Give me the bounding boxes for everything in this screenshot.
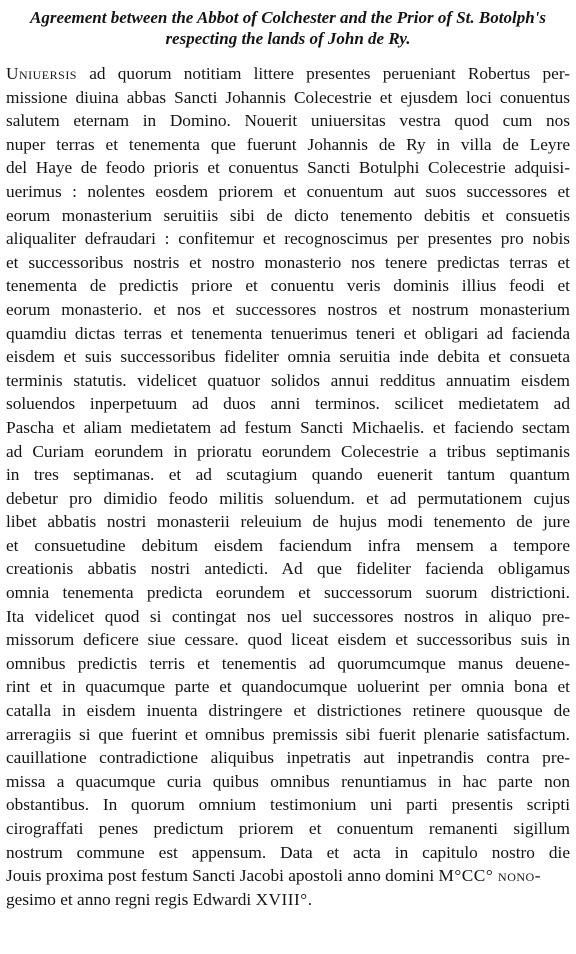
text-line: arreragiis si que fuerint et omnibus premissis sibi fuerit plenarie satisfactum. xyxy=(6,724,570,744)
text-line: omnia tenementa predicta eorundem et successorum suorum districtioni. xyxy=(6,583,570,603)
text-line: nostrum commune est appensum. Data et acta in capitulo nostro die xyxy=(6,842,570,862)
text-line: salutem eternam in Domino. Nouerit uniuersitas vestra quod cum nos xyxy=(6,111,570,131)
document-body xyxy=(6,62,570,911)
final-period: . xyxy=(307,889,313,909)
last-line-text: Jouis proxima post festum Sancti Jacobi apostoli anno domini xyxy=(6,866,439,886)
document-title xyxy=(6,7,570,49)
text-line: eisdem et suis successoribus fideliter omnia seruitia inde debita et consueta xyxy=(6,347,570,367)
first-line-text: ad quorum notitiam littere presentes perueniant Robertus per- xyxy=(77,64,570,83)
text-line: cauillatione contradictione aliquibus inpetratis aut inpetrandis contra pre- xyxy=(6,748,570,768)
title-line: Agreement between the Abbot of Colchester and the Prior of St. Botolph's xyxy=(29,8,546,27)
text-line: soluendos inperpetuum ad duos anni terminos. scilicet medietatem ad xyxy=(6,394,570,414)
text-line-last xyxy=(6,864,570,888)
text-line: tenementa de predictis priore et conuentu veris dominis illius feodi et xyxy=(6,276,570,296)
text-line: del Haye de feodo prioris et conuentus Sancti Botulphi Colecestrie adquisi- xyxy=(6,158,570,178)
text-line: debetur pro dimidio feodo militis soluendum. et ad permutationem cujus xyxy=(6,488,570,508)
text-line: Pascha et aliam medietatem ad festum Sancti Michaelis. et faciendo sectam xyxy=(6,417,570,437)
text-line: terminis statutis. videlicet quatuor solidos annui redditus annuatim eisdem xyxy=(6,370,570,390)
text-line: eorum monasterium seruitiis sibi de dicto tenemento debitis et consuetis xyxy=(6,205,570,225)
text-line: missione diuina abbas Sancti Johannis Colecestrie et ejusdem loci conuentus xyxy=(6,87,570,107)
text-line: uerimus : nolentes eosdem priorem et conuentum aut suos successores et xyxy=(6,181,570,201)
initial-word: Uniuersis xyxy=(6,64,77,83)
text-line: in tres septimanas. et ad scutagium quando euenerit tantum quantum xyxy=(6,465,570,485)
text-line: rint et in quacumque parte et quandocumque uoluerint per omnia bona et xyxy=(6,677,570,697)
year-numeral: M°CC° nono- xyxy=(438,866,541,886)
text-line: missorum deficere siue cessare. quod liceat eisdem et successoribus suis in xyxy=(6,630,570,650)
title-line: respecting the lands of John de Ry. xyxy=(165,29,411,48)
text-line: nuper terras et tenementa que fuerunt Johannis de Ry in villa de Leyre xyxy=(6,134,570,154)
body-lines xyxy=(6,86,570,865)
text-line: omnibus predictis terris et tenementis ad quorumcumque manus deuene- xyxy=(6,653,570,673)
text-line: Ita videlicet quod si contingat nos uel successores nostros in aliquo pre- xyxy=(6,606,570,626)
text-line: libet abbatis nostri monasterii releuium de hujus modi tenemento de jure xyxy=(6,512,570,532)
regnal-numeral: XVIII° xyxy=(255,889,308,909)
text-line: missa a quacumque curia quibus omnibus renuntiamus in hac parte non xyxy=(6,771,570,791)
text-line: ad Curiam eorundem in prioratu eorundem Colecestrie a tribus septimanis xyxy=(6,441,570,461)
text-line: et consuetudine debitum eisdem faciendum infra mensem a tempore xyxy=(6,535,570,555)
text-line: aliqualiter defraudari : confitemur et recognoscimus per presentes pro nobis xyxy=(6,229,570,249)
final-line-text: gesimo et anno regni regis Edwardi xyxy=(6,889,256,909)
text-line: creationis abbatis nostri antedicti. Ad que fideliter facienda obligamus xyxy=(6,559,570,579)
text-line: et successoribus nostris et nostro monasterio nos tenere predictas terras et xyxy=(6,252,570,272)
text-line: quamdiu dictas terras et tenementa tenuerimus teneri et obligari ad facienda xyxy=(6,323,570,343)
text-line: eorum monasterio. et nos et successores nostros et nostrum monasterium xyxy=(6,299,570,319)
text-line: catalla in eisdem inuenta distringere et districtiones retinere quousque de xyxy=(6,701,570,721)
text-line-first xyxy=(6,62,570,86)
text-line-final xyxy=(6,888,570,912)
text-line: obstantibus. In quorum omnium testimonium uni parti presentis scripti xyxy=(6,795,570,815)
text-line: cirograffati penes predictum priorem et conuentum remanenti sigillum xyxy=(6,819,570,838)
